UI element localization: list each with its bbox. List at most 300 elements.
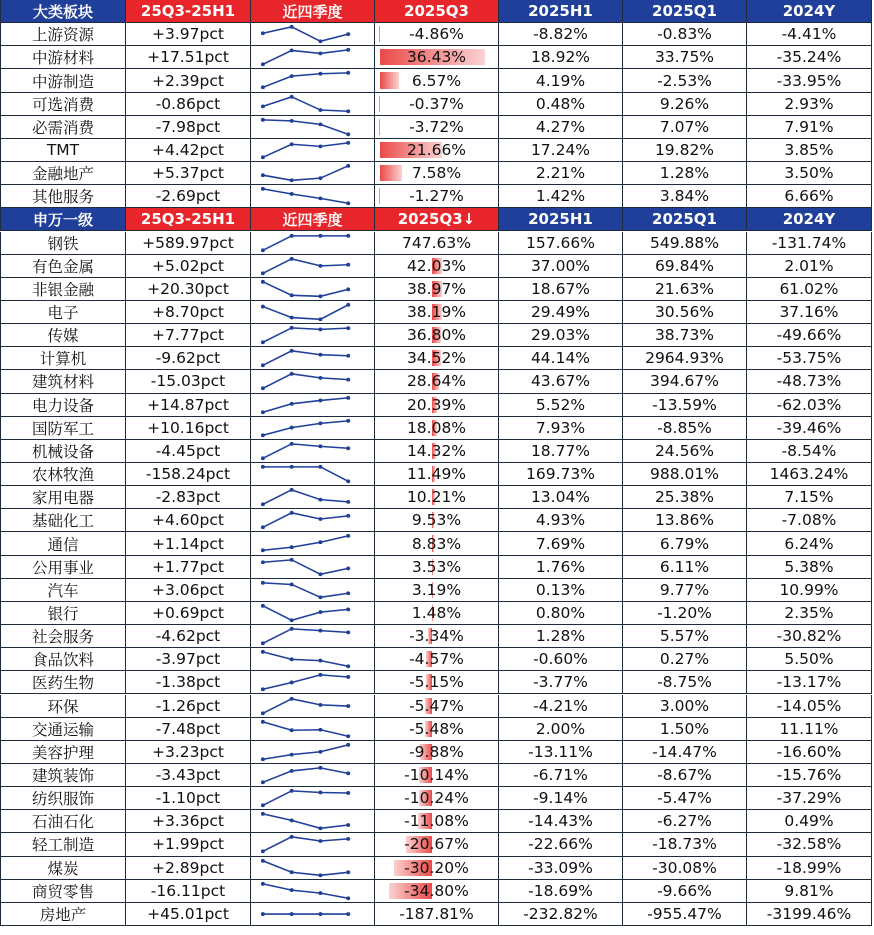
sparkline-point xyxy=(318,912,322,916)
table-row xyxy=(0,579,872,602)
cell-text: 30.56% xyxy=(654,303,715,321)
sparkline-point xyxy=(346,202,350,206)
sparkline-point xyxy=(261,465,265,469)
sparkline-point xyxy=(346,71,350,75)
cell-text: 7.91% xyxy=(784,117,834,136)
table-row xyxy=(0,232,872,255)
sparkline-point xyxy=(318,376,322,380)
h1-col xyxy=(499,69,623,92)
h1-col xyxy=(499,625,623,648)
sparkline-point xyxy=(318,144,322,148)
diff-col xyxy=(126,556,251,579)
diff-col xyxy=(126,46,251,69)
sparkline xyxy=(251,671,374,693)
q3-col xyxy=(375,370,499,393)
diff-col xyxy=(126,764,251,787)
sparkline-point xyxy=(290,95,294,99)
name-col xyxy=(0,903,126,926)
cell-text: 6.79% xyxy=(659,534,710,553)
sparkline-point xyxy=(261,688,265,692)
name-col xyxy=(0,671,126,694)
sparkline-point xyxy=(318,328,322,332)
cell-text: -3.77% xyxy=(533,673,588,692)
sparkline-col xyxy=(251,463,375,486)
cell-text: -8.82% xyxy=(533,25,588,44)
cell-text: 传媒 xyxy=(47,327,79,346)
sparkline-line xyxy=(263,282,348,296)
sparkline xyxy=(251,347,374,369)
sparkline-point xyxy=(346,262,350,266)
name-col xyxy=(0,787,126,810)
sparkline-point xyxy=(290,75,294,79)
cell-text: -9.66% xyxy=(657,881,712,900)
sparkline xyxy=(251,880,374,902)
cell-text: +3.36pct xyxy=(152,812,224,831)
y24-col xyxy=(747,23,872,46)
diff-col xyxy=(126,69,251,92)
sparkline-col xyxy=(251,509,375,532)
cell-text: -30.82% xyxy=(776,627,842,646)
sparkline xyxy=(251,509,374,531)
name-col xyxy=(0,394,126,417)
h1-col xyxy=(499,810,623,833)
cell-text: 1.28% xyxy=(535,627,586,646)
cell-text: -3.97pct xyxy=(155,650,221,669)
sparkline-line xyxy=(263,328,348,342)
table-row xyxy=(0,347,872,370)
cell-text: 1.48% xyxy=(411,603,462,622)
q3-data-bar xyxy=(379,188,380,204)
cell-text: 6.11% xyxy=(659,557,710,576)
cell-text: 37.16% xyxy=(779,303,839,321)
cell-text: -15.76% xyxy=(776,766,842,784)
sparkline-point xyxy=(261,858,265,862)
table-row xyxy=(0,46,872,69)
cell-text: 36.80% xyxy=(406,326,467,345)
q3-col xyxy=(375,787,499,810)
sparkline-col xyxy=(251,46,375,69)
sparkline-point xyxy=(290,401,294,405)
sparkline-point xyxy=(346,870,350,874)
cell-text: 42.03% xyxy=(406,256,467,275)
cell-text: -30.20% xyxy=(404,858,469,877)
table-row xyxy=(0,695,872,718)
cell-text: 1.50% xyxy=(659,719,710,738)
cell-text: -20.67% xyxy=(404,835,469,854)
column-header: 2025H1 xyxy=(499,0,623,23)
sparkline-point xyxy=(290,582,294,586)
sparkline-point xyxy=(346,791,350,795)
sparkline-point xyxy=(261,86,265,90)
sparkline-line xyxy=(263,814,348,828)
sparkline-point xyxy=(318,52,322,56)
sparkline xyxy=(251,162,374,184)
q3-col xyxy=(375,833,499,856)
diff-col xyxy=(126,718,251,741)
cell-text: -33.95% xyxy=(776,71,842,90)
y24-col xyxy=(747,116,872,139)
cell-text: 金融地产 xyxy=(31,165,94,184)
sparkline-point xyxy=(290,25,294,29)
cell-text: -131.74% xyxy=(771,233,847,252)
sparkline xyxy=(251,232,374,254)
name-col xyxy=(0,602,126,625)
column-header[interactable]: 2025Q3 xyxy=(375,0,499,23)
sparkline-point xyxy=(290,233,294,237)
q1-col xyxy=(623,833,747,856)
sparkline-point xyxy=(261,173,265,177)
cell-text: +8.70pct xyxy=(152,303,224,321)
column-header: 2024Y xyxy=(747,0,872,23)
cell-text: 1463.24% xyxy=(769,465,849,484)
sparkline-col xyxy=(251,903,375,926)
cell-text: 5.38% xyxy=(784,557,834,576)
sparkline-line xyxy=(263,27,348,41)
sparkline-point xyxy=(346,500,350,504)
cell-text: 7.15% xyxy=(784,488,834,507)
sparkline-point xyxy=(261,118,265,122)
y24-col xyxy=(747,602,872,625)
diff-col xyxy=(126,532,251,555)
sparkline xyxy=(251,602,374,624)
diff-col xyxy=(126,787,251,810)
sparkline-col xyxy=(251,625,375,648)
table-row xyxy=(0,69,872,92)
table-row xyxy=(0,857,872,880)
y24-col xyxy=(747,579,872,602)
cell-text: 商贸零售 xyxy=(31,882,94,901)
cell-text: 其他服务 xyxy=(31,188,94,207)
h1-col xyxy=(499,23,623,46)
cell-text: 2964.93% xyxy=(645,349,724,368)
column-header: 近四季度 xyxy=(251,208,375,231)
q3-col xyxy=(375,718,499,741)
cell-text: 61.02% xyxy=(779,279,839,298)
q1-col xyxy=(623,579,747,602)
table-row xyxy=(0,440,872,463)
sparkline-point xyxy=(261,912,265,916)
sparkline-point xyxy=(290,372,294,376)
cell-text: -7.98pct xyxy=(155,117,221,136)
name-col xyxy=(0,324,126,347)
sparkline xyxy=(251,278,374,300)
cell-text: -10.14% xyxy=(404,766,469,784)
sparkline-point xyxy=(346,607,350,611)
sparkline xyxy=(251,46,374,68)
table-row xyxy=(0,394,872,417)
sparkline-point xyxy=(290,142,294,146)
name-col xyxy=(0,486,126,509)
sparkline-point xyxy=(290,293,294,297)
sparkline-point xyxy=(346,743,350,747)
q1-col xyxy=(623,857,747,880)
cell-text: +20.30pct xyxy=(147,279,229,298)
sparkline-point xyxy=(318,595,322,599)
cell-text: -5.48% xyxy=(409,719,464,738)
cell-text: TMT xyxy=(46,140,80,159)
table-row xyxy=(0,301,872,324)
sparkline-point xyxy=(261,271,265,275)
cell-text: 0.27% xyxy=(659,650,710,669)
q1-col xyxy=(623,370,747,393)
sparkline-point xyxy=(290,546,294,550)
table-row xyxy=(0,185,872,208)
sparkline xyxy=(251,556,374,578)
sparkline-point xyxy=(290,789,294,793)
sparkline-point xyxy=(318,317,322,321)
cell-text: 549.88% xyxy=(650,233,719,252)
cell-text: 747.63% xyxy=(402,233,471,252)
sparkline-point xyxy=(318,673,322,677)
cell-text: 29.03% xyxy=(530,326,591,345)
sparkline-col xyxy=(251,23,375,46)
sparkline-point xyxy=(261,641,265,645)
cell-text: 43.67% xyxy=(530,372,591,391)
cell-text: -4.57% xyxy=(409,650,464,669)
sparkline-col xyxy=(251,278,375,301)
cell-text: -16.60% xyxy=(776,742,842,761)
diff-col xyxy=(126,232,251,255)
table-row xyxy=(0,880,872,903)
cell-text: 69.84% xyxy=(654,256,715,275)
table-row xyxy=(0,116,872,139)
cell-text: -2.53% xyxy=(657,71,712,90)
cell-text: 钢铁 xyxy=(47,234,79,253)
cell-text: -955.47% xyxy=(647,904,722,923)
sparkline-point xyxy=(261,456,265,460)
table-row xyxy=(0,23,872,46)
cell-text: -0.83% xyxy=(657,25,712,44)
name-col xyxy=(0,232,126,255)
sparkline-point xyxy=(318,572,322,576)
cell-text: +4.42pct xyxy=(152,140,224,159)
cell-text: -232.82% xyxy=(523,904,598,923)
sparkline-point xyxy=(346,566,350,570)
table-row xyxy=(0,255,872,278)
cell-text: -4.41% xyxy=(781,25,837,44)
table-row xyxy=(0,903,872,926)
q1-col xyxy=(623,162,747,185)
sparkline-line xyxy=(263,490,348,504)
sparkline-point xyxy=(346,534,350,538)
cell-text: 必需消费 xyxy=(31,118,94,137)
diff-col xyxy=(126,417,251,440)
cell-text: 33.75% xyxy=(654,48,715,67)
name-col xyxy=(0,648,126,671)
name-col xyxy=(0,69,126,92)
sparkline-col xyxy=(251,232,375,255)
q3-data-bar xyxy=(379,119,380,135)
cell-text: +45.01pct xyxy=(147,904,229,923)
q3-col xyxy=(375,810,499,833)
cell-text: 1.76% xyxy=(535,557,586,576)
cell-text: 10.99% xyxy=(779,580,839,599)
diff-col xyxy=(126,116,251,139)
h1-col xyxy=(499,93,623,116)
sparkline-point xyxy=(318,791,322,795)
sparkline-point xyxy=(318,541,322,545)
name-col xyxy=(0,509,126,532)
sparkline-point xyxy=(346,132,350,136)
q1-col xyxy=(623,741,747,764)
sparkline-point xyxy=(318,610,322,614)
sparkline-point xyxy=(318,40,322,44)
sparkline-point xyxy=(318,873,322,877)
y24-col xyxy=(747,69,872,92)
name-col xyxy=(0,162,126,185)
sparkline xyxy=(251,695,374,717)
sparkline-point xyxy=(318,197,322,201)
cell-text: 18.77% xyxy=(530,441,591,460)
sparkline-point xyxy=(346,233,350,237)
cell-text: -18.99% xyxy=(776,858,842,877)
cell-text: -9.88% xyxy=(409,742,464,761)
cell-text: 25.38% xyxy=(654,488,715,507)
q3-col xyxy=(375,116,499,139)
cell-text: 3.19% xyxy=(411,580,462,599)
cell-text: 9.77% xyxy=(659,580,710,599)
sparkline-point xyxy=(261,503,265,507)
diff-col xyxy=(126,648,251,671)
h1-col xyxy=(499,440,623,463)
sparkline-point xyxy=(318,727,322,731)
cell-text: 3.53% xyxy=(411,557,462,576)
cell-text: -1.20% xyxy=(657,603,712,622)
cell-text: 44.14% xyxy=(530,349,591,368)
sparkline xyxy=(251,625,374,647)
sparkline-point xyxy=(346,109,350,113)
cell-text: 环保 xyxy=(47,697,79,716)
cell-text: -6.27% xyxy=(657,812,712,831)
cell-text: +5.02pct xyxy=(152,256,224,275)
q3-col xyxy=(375,93,499,116)
sparkline-point xyxy=(346,912,350,916)
cell-text: -0.60% xyxy=(533,650,588,669)
y24-col xyxy=(747,394,872,417)
sparkline-line xyxy=(263,444,348,458)
cell-text: 10.21% xyxy=(406,488,467,507)
sparkline-line xyxy=(263,583,348,597)
sparkline-point xyxy=(290,442,294,446)
y24-col xyxy=(747,764,872,787)
sparkline-point xyxy=(261,882,265,886)
cell-text: 21.66% xyxy=(406,140,467,159)
h1-col xyxy=(499,232,623,255)
y24-col xyxy=(747,903,872,926)
cell-text: 394.67% xyxy=(650,372,719,391)
sparkline-point xyxy=(346,326,350,330)
q1-col xyxy=(623,509,747,532)
cell-text: 轻工制造 xyxy=(31,836,94,855)
sparkline-point xyxy=(290,870,294,874)
y24-col xyxy=(747,532,872,555)
sparkline-point xyxy=(261,526,265,530)
q1-col xyxy=(623,810,747,833)
q3-col xyxy=(375,671,499,694)
cell-text: 7.69% xyxy=(535,534,586,553)
diff-col xyxy=(126,463,251,486)
sparkline-point xyxy=(346,514,350,518)
cell-text: -4.62pct xyxy=(155,627,221,646)
diff-col xyxy=(126,139,251,162)
cell-text: 7.93% xyxy=(535,418,586,437)
cell-text: -32.58% xyxy=(776,835,842,854)
y24-col xyxy=(747,741,872,764)
sparkline-col xyxy=(251,556,375,579)
q3-col xyxy=(375,394,499,417)
sparkline-point xyxy=(318,398,322,402)
y24-col xyxy=(747,139,872,162)
q3-col xyxy=(375,602,499,625)
name-col xyxy=(0,347,126,370)
sparkline-col xyxy=(251,695,375,718)
cell-text: 5.57% xyxy=(659,627,710,646)
cell-text: 9.81% xyxy=(784,881,834,900)
sparkline xyxy=(251,394,374,416)
cell-text: +3.06pct xyxy=(152,580,224,599)
name-col xyxy=(0,880,126,903)
column-header[interactable]: 2025Q3↓ xyxy=(375,208,499,231)
sparkline-line xyxy=(263,837,348,851)
cell-text: 6.66% xyxy=(784,187,834,206)
sparkline-point xyxy=(346,675,350,679)
cell-text: -13.17% xyxy=(776,673,842,692)
cell-text: -14.47% xyxy=(652,742,717,761)
diff-col xyxy=(126,857,251,880)
q1-col xyxy=(623,301,747,324)
sparkline-point xyxy=(318,233,322,237)
cell-text: -3.34% xyxy=(409,627,464,646)
h1-col xyxy=(499,579,623,602)
sparkline-point xyxy=(318,444,322,448)
y24-col xyxy=(747,324,872,347)
sparkline xyxy=(251,69,374,91)
h1-col xyxy=(499,185,623,208)
cell-text: -22.66% xyxy=(528,835,593,854)
sparkline-point xyxy=(261,387,265,391)
cell-text: -7.08% xyxy=(781,511,837,530)
sparkline-col xyxy=(251,93,375,116)
sparkline-point xyxy=(290,819,294,823)
h1-col xyxy=(499,162,623,185)
q3-col xyxy=(375,880,499,903)
cell-text: 5.52% xyxy=(535,395,586,414)
diff-col xyxy=(126,185,251,208)
cell-text: 38.73% xyxy=(654,326,715,345)
cell-text: -3199.46% xyxy=(766,904,852,923)
cell-text: -5.47% xyxy=(657,789,712,808)
sparkline-col xyxy=(251,162,375,185)
name-col xyxy=(0,764,126,787)
cell-text: 0.80% xyxy=(535,603,586,622)
q3-col xyxy=(375,278,499,301)
h1-col xyxy=(499,394,623,417)
diff-col xyxy=(126,394,251,417)
sparkline-point xyxy=(290,888,294,892)
table-row xyxy=(0,741,872,764)
cell-text: +2.39pct xyxy=(152,71,224,90)
sparkline-col xyxy=(251,880,375,903)
name-col xyxy=(0,46,126,69)
cell-text: 3.85% xyxy=(784,140,834,159)
h1-col xyxy=(499,417,623,440)
cell-text: +2.89pct xyxy=(152,858,224,877)
sparkline-point xyxy=(318,465,322,469)
cell-text: 6.24% xyxy=(784,534,834,553)
diff-col xyxy=(126,162,251,185)
sparkline-col xyxy=(251,185,375,208)
cell-text: 7.58% xyxy=(411,164,462,183)
